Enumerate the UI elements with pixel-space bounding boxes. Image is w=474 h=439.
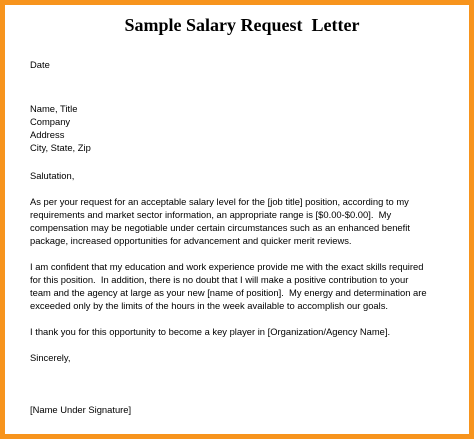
- paragraph1-line: requirements and market sector information, an appropriate range is [$0.00-$0.00]. My: [30, 209, 392, 220]
- signature-placeholder: [Name Under Signature]: [30, 404, 132, 415]
- paragraph1-line: As per your request for an acceptable salary level for the [job title] position, according to my: [30, 196, 409, 207]
- paragraph2-line: team and the agency at large as your new [name of position]. My energy and determination are: [30, 287, 427, 298]
- paragraph2-line: exceeded only by the limits of the hours in the week available to accomplish our goals.: [30, 300, 389, 311]
- paragraph1-line: compensation may be negotiable under certain circumstances such as an enhanced benefit: [30, 222, 410, 233]
- closing: Sincerely,: [30, 352, 71, 363]
- paragraph3: I thank you for this opportunity to become a key player in [Organization/Agency Name].: [30, 326, 391, 337]
- letter-title: Sample Salary Request Letter: [124, 15, 360, 35]
- paragraph2-line: I am confident that my education and work experience provide me with the exact skills required: [30, 261, 424, 272]
- salutation: Salutation,: [30, 170, 75, 181]
- paragraph2-line: for this position. In addition, there is no doubt that I will make a positive contribution to your: [30, 274, 409, 285]
- address-line-address: Address: [30, 129, 65, 140]
- paragraph1-line: package, increased opportunities for advancement and quicker merit reviews.: [30, 235, 352, 246]
- address-line-name: Name, Title: [30, 103, 78, 114]
- address-line-city: City, State, Zip: [30, 142, 91, 153]
- date-line: Date: [30, 59, 50, 70]
- address-line-company: Company: [30, 116, 71, 127]
